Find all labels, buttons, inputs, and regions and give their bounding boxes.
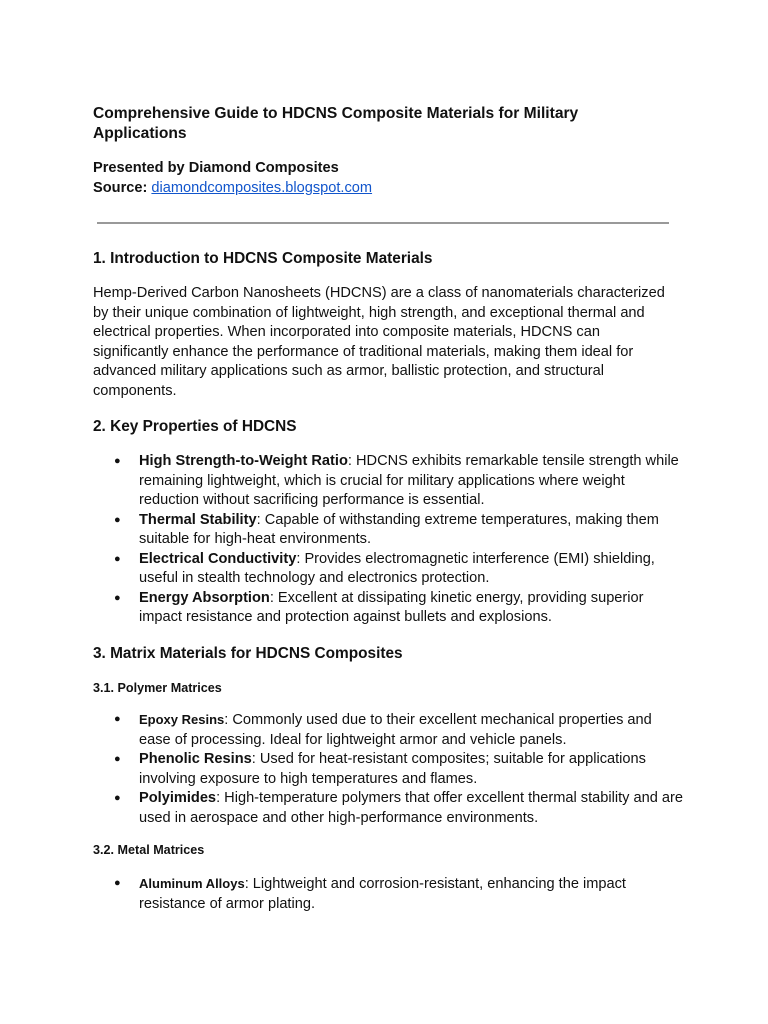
- item-desc: : Capable of withstanding extreme temperatures, making them suitable for high-heat environments.: [139, 511, 659, 547]
- item-term: High Strength-to-Weight Ratio: [139, 453, 348, 469]
- item-term: Energy Absorption: [139, 589, 270, 606]
- section-heading-intro: 1. Introduction to HDCNS Composite Materials: [93, 250, 433, 267]
- item-term: Polyimides: [139, 790, 217, 806]
- item-term: Epoxy Resins: [139, 712, 225, 727]
- item-term: Electrical Conductivity: [139, 550, 297, 567]
- list-item: [93, 589, 683, 628]
- subheading-metal: 3.2. Metal Matrices: [93, 843, 205, 857]
- metal-list: [93, 874, 683, 914]
- item-desc: : High-temperature polymers that offer excellent thermal stability and are used in aerospace and other high-performance environments.: [139, 790, 684, 826]
- list-item: [93, 710, 683, 750]
- list-item: [93, 789, 683, 828]
- item-term: Thermal Stability: [139, 511, 257, 528]
- item-term: Phenolic Resins: [139, 751, 252, 767]
- list-item: [93, 550, 683, 589]
- polymer-list: [93, 710, 683, 828]
- document-title: Comprehensive Guide to HDCNS Composite Materials for Military Applications: [93, 105, 579, 142]
- list-item: [93, 511, 683, 550]
- byline: [93, 159, 683, 198]
- item-desc: : Used for heat-resistant composites; suitable for applications involving exposure to high temperatures and flames.: [139, 751, 646, 787]
- properties-list: [93, 452, 683, 628]
- item-desc: : Excellent at dissipating kinetic energy, providing superior impact resistance and protection against bullets and explosions.: [139, 589, 644, 625]
- item-desc: : Lightweight and corrosion-resistant, enhancing the impact resistance of armor plating.: [139, 876, 626, 912]
- source-line: [93, 179, 683, 199]
- item-desc: : Commonly used due to their excellent mechanical properties and ease of processing. Ideal for lightweight armor and vehicle panels.: [139, 712, 652, 748]
- list-item: [93, 750, 683, 789]
- presented-by: Presented by Diamond Composites: [93, 160, 339, 176]
- section-heading-matrix: 3. Matrix Materials for HDCNS Composites: [93, 645, 403, 662]
- list-item: [93, 452, 683, 511]
- item-term: Aluminum Alloys: [139, 876, 245, 891]
- intro-paragraph: Hemp-Derived Carbon Nanosheets (HDCNS) are a class of nanomaterials characterized by their unique combination of lightweight, high strength, and exceptional thermal and electrical properties. When incorporated into composite materials, HDCNS can significantly enhance the performance of traditional materials, making them ideal for advanced military applications such as armor, ballistic protection, and structural components.: [93, 285, 665, 399]
- divider: [97, 222, 669, 224]
- item-desc: : HDCNS exhibits remarkable tensile strength while remaining lightweight, which is crucial for military applications where weight reduction without sacrificing performance is essential.: [139, 453, 679, 508]
- source-label: Source:: [93, 179, 148, 196]
- item-desc: : Provides electromagnetic interference (EMI) shielding, useful in stealth technology and electronics protection.: [139, 550, 655, 586]
- source-link[interactable]: diamondcomposites.blogspot.com: [151, 179, 373, 196]
- section-heading-properties: 2. Key Properties of HDCNS: [93, 418, 297, 435]
- list-item: [93, 874, 683, 914]
- subheading-polymer: 3.1. Polymer Matrices: [93, 681, 222, 695]
